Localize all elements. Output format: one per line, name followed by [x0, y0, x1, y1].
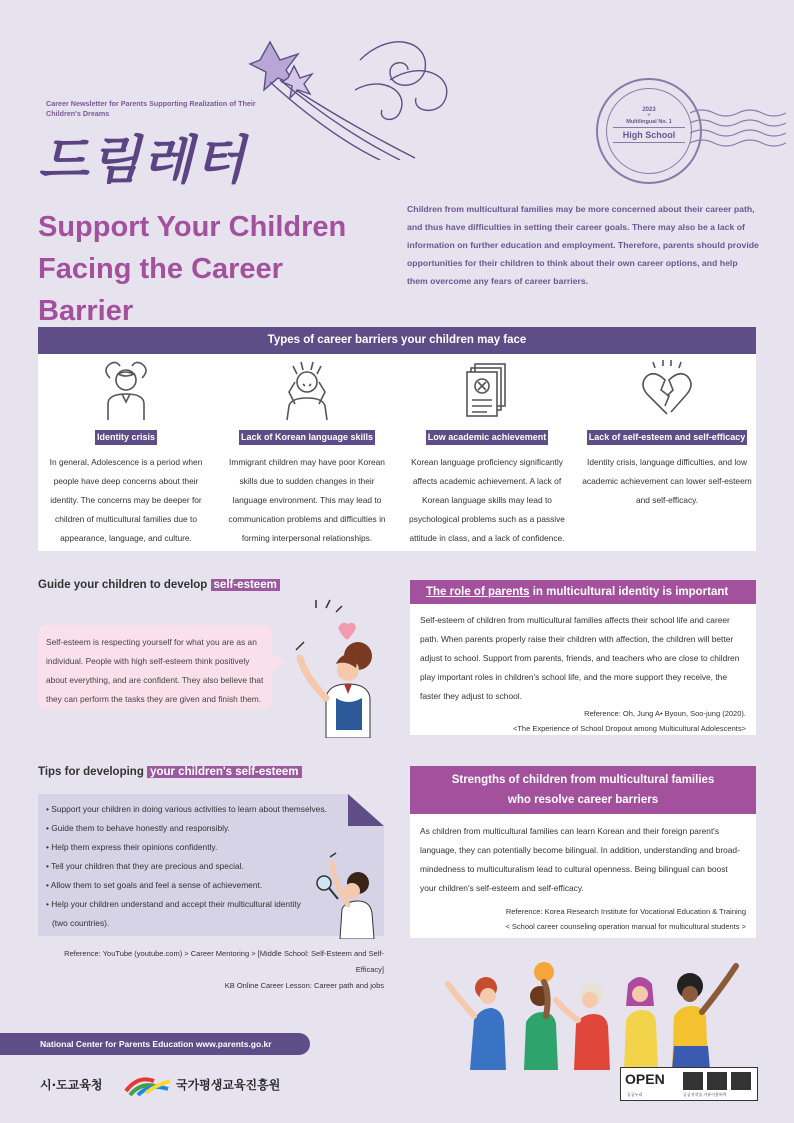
- tips-reference-2: KB Online Career Lesson: Career path and jobs: [224, 981, 384, 990]
- nile-logo-text: 국가평생교육진흥원: [176, 1078, 281, 1092]
- barrier-item: [582, 360, 752, 510]
- open-label: OPEN: [625, 1071, 665, 1087]
- strengths-body: [410, 814, 756, 934]
- woman-with-heart-illustration: [286, 598, 396, 738]
- stamp-level: High School: [613, 127, 685, 143]
- tips-reference-1: Reference: YouTube (youtube.com) > Career Mentoring > [Middle School: Self-Esteem and Self-Efficacy]: [64, 949, 384, 974]
- role-heading-underlined: The role of parents: [426, 586, 530, 598]
- guide-heading-highlight: self-esteem: [211, 579, 280, 591]
- barrier-item: [402, 360, 572, 548]
- stamp-issue: Multilingual No. 1: [626, 119, 672, 125]
- role-reference-1: Reference: Oh, Jung A• Byoun, Soo-jung (2020).: [584, 709, 746, 718]
- tip-item: • Support your children in doing various activities to learn about themselves.: [46, 804, 327, 814]
- tip-item: (two countries).: [52, 918, 110, 928]
- barrier-item: [41, 360, 211, 548]
- stressed-person-icon: [277, 360, 337, 422]
- role-heading-rest: in multicultural identity is important: [529, 586, 729, 598]
- footer-center-banner: National Center for Parents Education www.parents.go.kr: [0, 1033, 310, 1055]
- confused-person-icon: [96, 360, 156, 422]
- role-reference-2: <The Experience of School Dropout among Multicultural Adolescents>: [512, 724, 746, 733]
- postmark-waves-icon: [690, 105, 790, 155]
- barrier-text: In general, Adolescence is a period when people have deep concerns about their identity. The concerns may be deeper for children of multicultural families due to appearance, language, and culture.: [49, 457, 203, 543]
- stamp-plus: +: [647, 113, 651, 119]
- failed-document-icon: [457, 360, 517, 422]
- strengths-heading-line-2: who resolve career barriers: [507, 794, 659, 806]
- role-heading: [410, 580, 756, 604]
- guide-heading: [38, 579, 280, 591]
- open-sub-label-2: 공공저작물 자유이용허락: [683, 1092, 727, 1097]
- tip-item: • Tell your children that they are precious and special.: [46, 861, 244, 871]
- no-derivatives-icon: [731, 1072, 751, 1090]
- tip-item: • Help them express their opinions confidently.: [46, 842, 218, 852]
- strengths-reference-1: Reference: Korea Research Institute for Vocational Education & Training: [505, 907, 746, 916]
- diverse-people-celebrating-illustration: [440, 950, 756, 1070]
- strengths-heading: [410, 766, 756, 814]
- page-fold-corner-icon: [348, 794, 384, 826]
- strengths-reference-2: < School career counseling operation manual for multicultural students >: [505, 922, 746, 931]
- guide-heading-plain: Guide your children to develop: [38, 579, 211, 591]
- career-barrier-types-box: [38, 327, 756, 551]
- title-line-1: Support Your Children: [38, 211, 347, 243]
- tips-heading-highlight: your children's self-esteem: [147, 766, 301, 778]
- tip-item: • Guide them to behave honestly and responsibly.: [46, 823, 230, 833]
- strengths-text: As children from multicultural families can learn Korean and their foreign parent's language, they can potentially become bilingual. In addition, understanding and broad-mindedness to multiculturalism lead to cultural openness. Being bilingual can boost your children's self-esteem and self-efficacy.: [420, 826, 740, 893]
- barrier-label: Lack of self-esteem and self-efficacy: [587, 430, 748, 445]
- barrier-text: Immigrant children may have poor Korean skills due to sudden changes in their language environment. This may lead to communication problems and difficulties in forming interpersonal relationships.: [228, 457, 386, 543]
- open-sub-label: 공공누리: [627, 1092, 643, 1097]
- noncommercial-icon: [707, 1072, 727, 1090]
- intro-paragraph: Children from multicultural families may be more concerned about their career path, and thus have difficulties in setting their career goals. There may also be a lack of information on further education and employment. Therefore, parents should provide opportunities for their children to think about their own career options, and help them overcome any fears of career barriers.: [407, 204, 759, 286]
- types-heading: Types of career barriers your children may face: [38, 327, 756, 354]
- barrier-label: Identity crisis: [95, 430, 157, 445]
- barrier-text: Identity crisis, language difficulties, and low academic achievement can lower self-esteem and self-efficacy.: [582, 457, 752, 505]
- newsletter-subtitle: Career Newsletter for Parents Supporting Realization of Their Children's Dreams: [46, 99, 256, 118]
- nile-logo-mark-icon: [124, 1071, 172, 1097]
- barrier-text: Korean language proficiency significantly affects academic achievement. A lack of Korean language skills may lead to psychological problems such as a passive attitude in class, and a lack of confidence.: [409, 457, 565, 543]
- stamp-year: 2023: [642, 107, 656, 113]
- strengths-box: [410, 766, 756, 938]
- title-line-2: Facing the Career Barrier: [38, 253, 283, 327]
- broken-heart-icon: [637, 360, 697, 422]
- shooting-stars-illustration: [240, 20, 460, 160]
- tip-item: • Help your children understand and accept their multicultural identity: [46, 899, 301, 909]
- barrier-item: [222, 360, 392, 548]
- barrier-label: Low academic achievement: [426, 430, 549, 445]
- tip-item: • Allow them to set goals and feel a sense of achievement.: [46, 880, 263, 890]
- kogl-open-license-badge: [620, 1067, 758, 1101]
- role-body: [410, 604, 756, 736]
- issue-stamp: [596, 78, 702, 184]
- dreamletter-logo: 드림레터: [38, 131, 247, 191]
- parents-role-box: [410, 580, 756, 735]
- barrier-label: Lack of Korean language skills: [239, 430, 375, 445]
- role-text: Self-esteem of children from multicultural families affects their school life and career path. When parents properly raise their children with affection, the children will better adjust to school. Support from parents, friends, and teachers who are close to children play important roles in children's school life, and the more support they receive, the faster they adjust to school.: [420, 615, 740, 701]
- page-title: [38, 206, 378, 332]
- attribution-icon: [683, 1072, 703, 1090]
- strengths-heading-line-1: Strengths of children from multicultural families: [451, 774, 715, 786]
- provincial-education-office-logo: 시·도교육청: [40, 1078, 103, 1092]
- tips-heading-plain: Tips for developing: [38, 766, 148, 778]
- tips-reference: [38, 946, 384, 994]
- woman-with-magnifier-illustration: [312, 843, 388, 939]
- tips-heading: [38, 766, 302, 778]
- self-esteem-definition-bubble: Self-esteem is respecting yourself for what you are as an individual. People with high self-esteem think positively about everything, and are confident. They also believe that they can perform the tasks they are given and finish them.: [38, 625, 272, 709]
